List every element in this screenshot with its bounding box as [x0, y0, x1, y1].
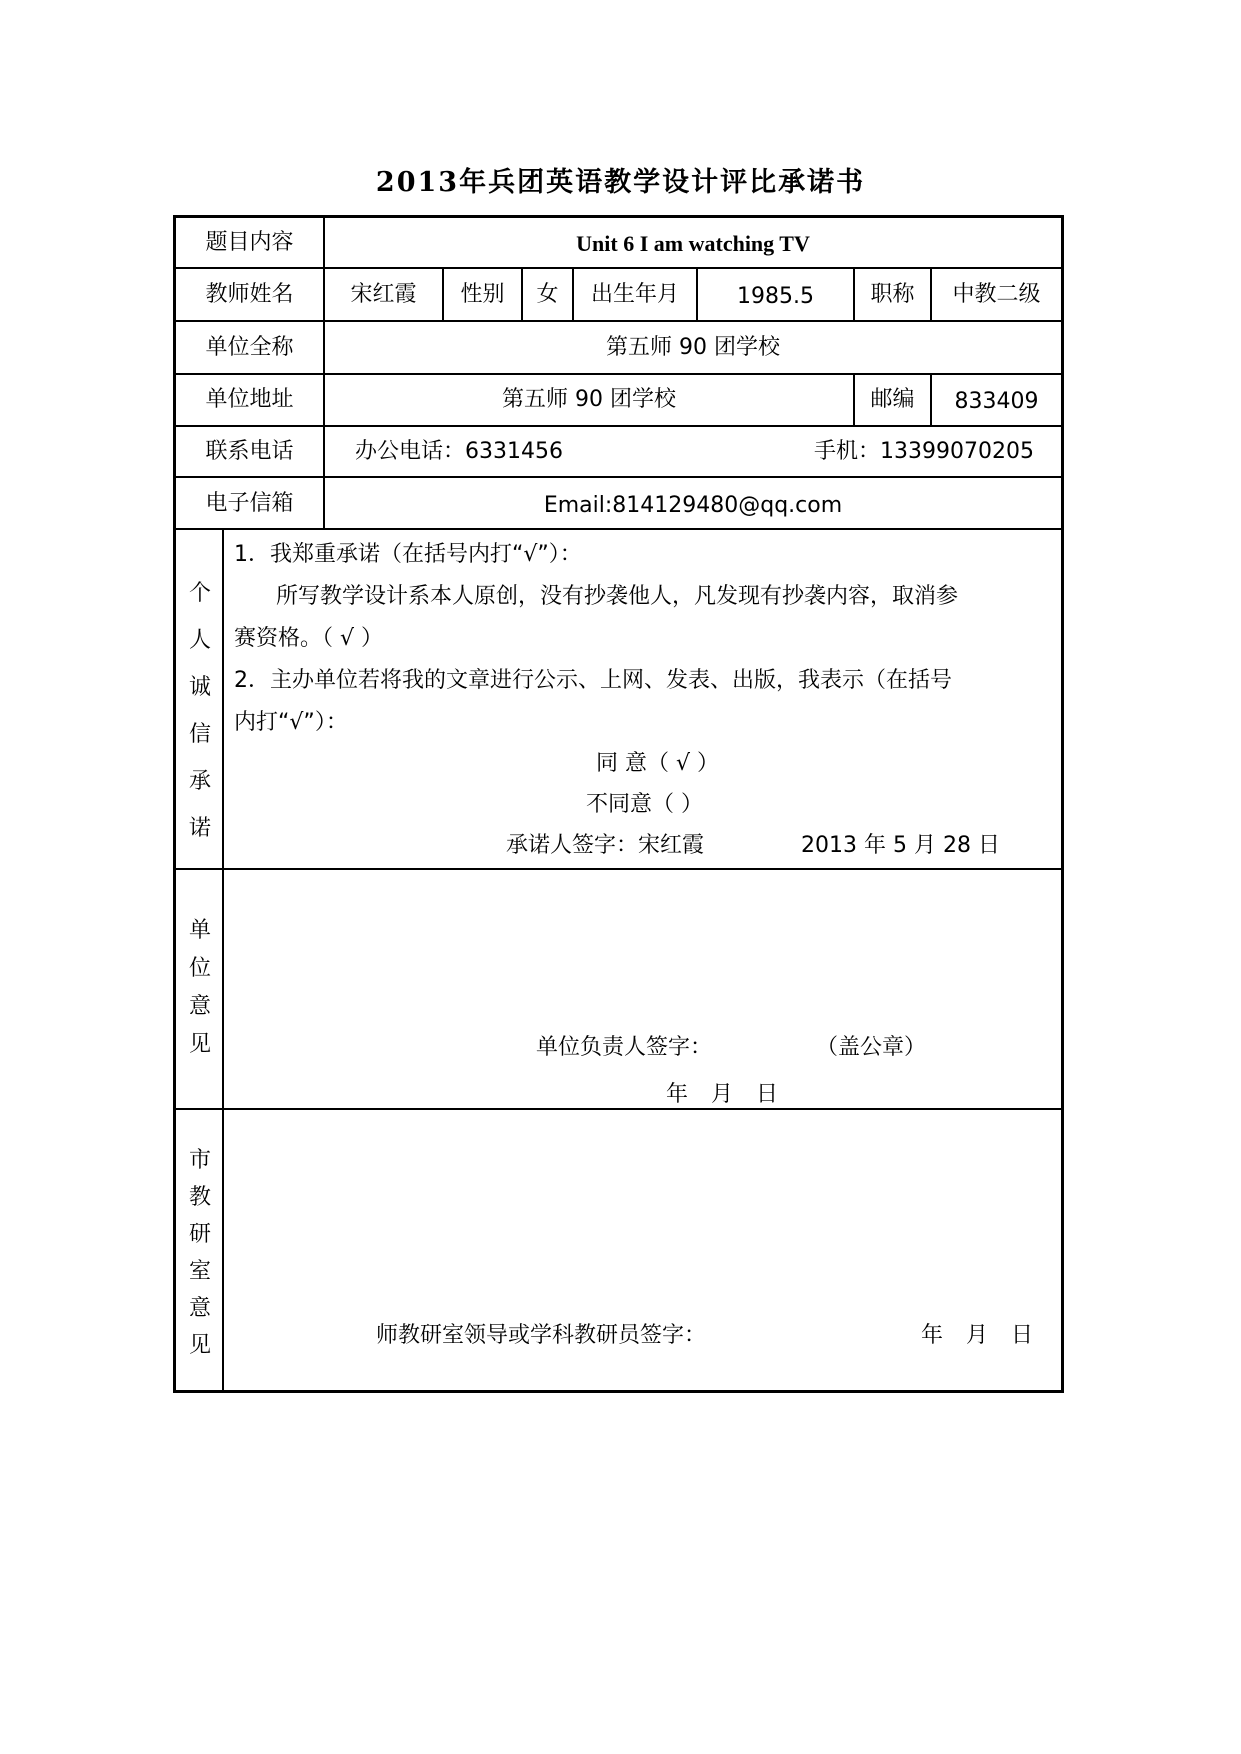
pledge-item-1-text: 所写教学设计系本人原创，没有抄袭他人，凡发现有抄袭内容，取消参: [276, 584, 959, 609]
disagree-option: 不同意（ ）: [586, 792, 703, 817]
email-value: Email:814129480@qq.com: [543, 493, 843, 518]
office-phone: 办公电话：6331456: [355, 439, 563, 464]
city-signature: 师教研室领导或学科教研员签字：: [376, 1323, 707, 1348]
unit-name-label: 单位全称: [205, 335, 294, 360]
pledge-item-2: 2．主办单位若将我的文章进行公示、上网、发表、出版，我表示（在括号: [234, 668, 952, 693]
unit-date: 年 月 日: [666, 1082, 778, 1107]
topic-label: 题目内容: [205, 230, 294, 255]
pledge-item-2-cont: 内打“√”）：: [234, 710, 348, 735]
column-divider: [323, 218, 325, 528]
seal-note: （盖公章）: [816, 1035, 927, 1060]
job-title-value: 中教二级: [952, 282, 1041, 307]
unit-opinion-label: 单 位 意 见: [188, 918, 211, 1057]
birth-label: 出生年月: [590, 282, 679, 307]
unit-address-label: 单位地址: [205, 387, 294, 412]
gender-label: 性别: [460, 282, 505, 307]
pledge-item-1-check: 赛资格。（ √ ）: [234, 626, 384, 651]
pledge-label: 个 人 诚 信 承 诺: [188, 581, 211, 841]
page-title: 2013年兵团英语教学设计评比承诺书: [375, 167, 866, 198]
unit-name-value: 第五师 90 团学校: [606, 335, 780, 360]
gender-value: 女: [536, 282, 559, 307]
topic-value: Unit 6 I am watching TV: [576, 231, 810, 256]
teacher-name-label: 教师姓名: [205, 282, 294, 307]
mobile-phone: 手机：13399070205: [814, 439, 1034, 464]
row-divider: [176, 267, 1061, 269]
pledge-form: [173, 215, 1064, 1393]
phone-label: 联系电话: [205, 439, 294, 464]
job-title-label: 职称: [870, 282, 915, 307]
row-divider: [176, 320, 1061, 322]
pledge-date: 2013 年 5 月 28 日: [801, 833, 1000, 858]
postcode-value: 833409: [954, 389, 1039, 414]
pledge-item-1: 1．我郑重承诺（在括号内打“√”）：: [234, 542, 582, 567]
row-divider: [176, 373, 1061, 375]
row-divider: [176, 476, 1061, 478]
agree-option: 同 意（ √ ）: [596, 751, 719, 776]
row-divider: [176, 528, 1061, 530]
birth-value: 1985.5: [737, 284, 814, 309]
pledge-signature: 承诺人签字：宋红霞: [506, 833, 705, 858]
row-divider: [176, 425, 1061, 427]
section-divider: [176, 1108, 1061, 1110]
section-divider: [176, 868, 1061, 870]
city-opinion-label: 市 教 研 室 意 见: [188, 1148, 211, 1358]
unit-address-value: 第五师 90 团学校: [502, 387, 676, 412]
postcode-label: 邮编: [870, 387, 915, 412]
email-label: 电子信箱: [205, 491, 294, 516]
teacher-name-value: 宋红霞: [350, 282, 417, 307]
city-date: 年 月 日: [921, 1323, 1033, 1348]
unit-signature: 单位负责人签字：: [536, 1035, 713, 1060]
